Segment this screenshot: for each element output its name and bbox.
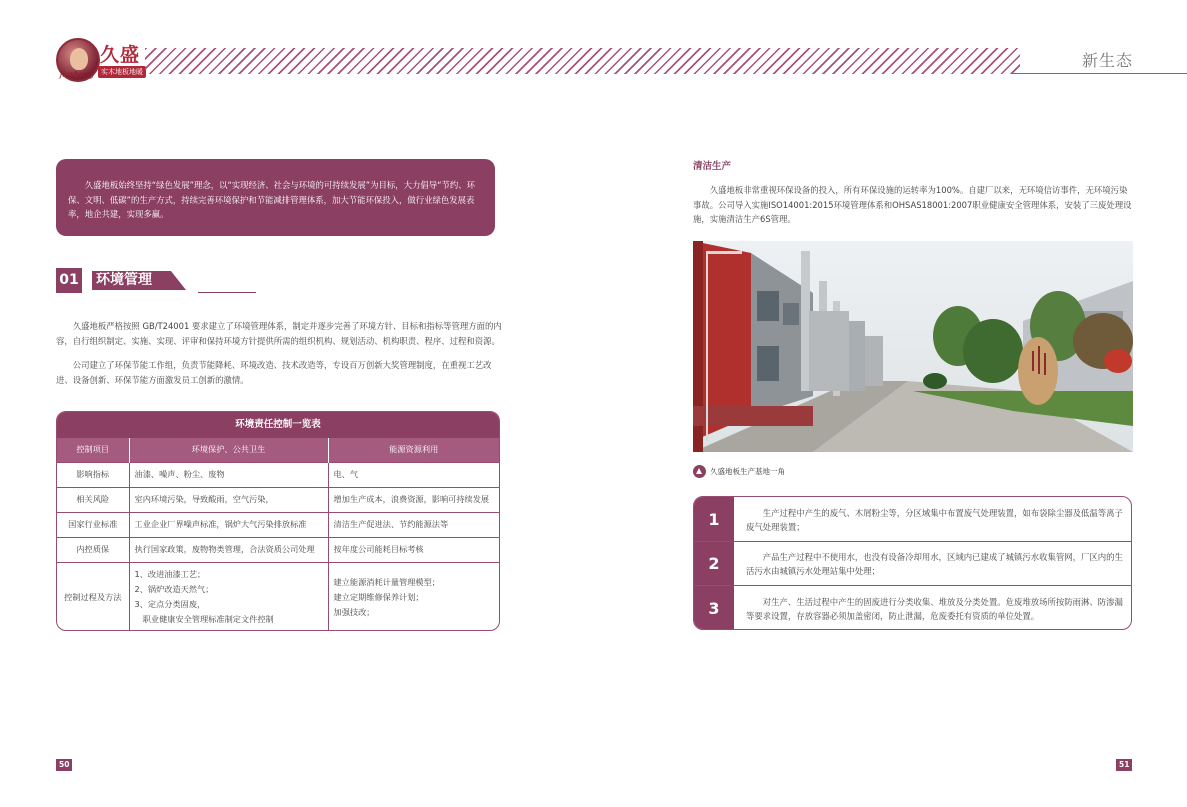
step-item <box>694 497 1132 541</box>
row-energy: 增加生产成本，浪费资源，影响可持续发展 <box>328 487 499 512</box>
env-step: 3、定点分类固废， <box>134 599 206 610</box>
env-management-paragraph-1: 久盛地板严格按照 GB/T24001 要求建立了环境管理体系，制定并逐步完善了环境方针、目标和指标等管理方面的内容，自行组织制定、实施、实现、评审和保持环境方针提供所需的组织机构、规划活动、机构职责、程序、过程和资源。 <box>56 321 502 346</box>
brand-name: 久盛 <box>100 44 141 66</box>
step-number: 3 <box>694 586 734 630</box>
row-item: 控制过程及方法 <box>57 562 129 631</box>
table-title: 环境责任控制一览表 <box>57 412 499 438</box>
row-energy: 清洁生产促进法、节约能源法等 <box>328 512 499 537</box>
clean-production-title: 清洁生产 <box>693 161 732 172</box>
brand-script: Jiusheng <box>60 70 94 79</box>
row-item: 影响指标 <box>57 462 129 487</box>
header-control-item: 控制项目 <box>57 438 129 462</box>
env-step: 2、锅炉改造天然气； <box>134 584 214 595</box>
row-energy: 电、气 <box>328 462 499 487</box>
step-number: 2 <box>694 542 734 585</box>
step-item <box>694 585 1132 630</box>
table-row <box>57 562 499 631</box>
section-underline <box>198 292 256 293</box>
row-item: 相关风险 <box>57 487 129 512</box>
table-row <box>57 537 499 562</box>
env-step: 职业健康安全管理标准制定文件控制 <box>134 614 274 625</box>
header-divider <box>1012 73 1187 74</box>
table-row <box>57 512 499 537</box>
section-number: 01 <box>56 268 82 293</box>
env-management-paragraph-2: 公司建立了环保节能工作组，负责节能降耗、环境改造、技术改造等，专设百万创新大奖管理制度，在重视工艺改进、设备创新、环保节能方面激发员工创新的激情。 <box>56 360 492 385</box>
section-name: 新生态 <box>1082 51 1134 70</box>
row-env: 油漆、噪声、粉尘、废物 <box>129 462 328 487</box>
clean-production-paragraph: 久盛地板非常重视环保设备的投入，所有环保设施的运转率为100%。自建厂以来，无环境信访事件，无环境污染事故。公司导入实施ISO14001:2015环境管理体系和OHSAS18001:2007职业健康安全管理体系，安装了三废处理设施，实施清洁生产6S管理。 <box>693 185 1132 224</box>
step-number: 1 <box>694 497 734 541</box>
section-heading <box>56 268 201 293</box>
step-item <box>694 541 1132 585</box>
brand-subtitle: 实木地板地暖 <box>98 66 146 78</box>
caption-triangle-icon <box>693 465 706 478</box>
row-env: 执行国家政策，废物物类管理，合法资质公司处理 <box>129 537 328 562</box>
factory-photo <box>693 241 1133 452</box>
step-text: 对生产、生活过程中产生的固废进行分类收集、堆放及分类处置。危废堆放场所按防雨淋、防渗漏等要求设置，存放容器必须加盖密闭，防止泄漏，危废委托有资质的单位处置。 <box>746 597 1123 621</box>
table-header-row <box>57 438 499 462</box>
table-row <box>57 487 499 512</box>
intro-box: 久盛地板始终坚持“绿色发展”理念，以“实现经济、社会与环境的可持续发展”为目标，大力倡导“节约、环保、文明、低碳”的生产方式，持续完善环境保护和节能减排管理体系，加大节能环保投入，做行业绿色发展表率，地企共建，实现多赢。 <box>56 159 495 236</box>
step-text: 生产过程中产生的废气、木屑粉尘等，分区域集中布置废气处理装置，如布袋除尘器及低温等离子废气处理装置； <box>746 508 1123 532</box>
caption-text: 久盛地板生产基地一角 <box>710 467 785 476</box>
row-env-steps <box>129 562 328 631</box>
decorative-stripes <box>145 48 1020 74</box>
section-title: 环境管理 <box>96 272 152 288</box>
row-env: 工业企业厂界噪声标准，锅炉大气污染排放标准 <box>129 512 328 537</box>
table-row <box>57 462 499 487</box>
responsibility-table <box>56 411 500 631</box>
page-number-right: 51 <box>1116 759 1132 771</box>
energy-step: 建立定期维修保养计划； <box>333 591 424 602</box>
row-energy-steps <box>328 562 499 631</box>
energy-step: 建立能源消耗计量管理模型； <box>333 576 440 587</box>
energy-step: 加强技改； <box>333 606 375 617</box>
env-step: 1、改进油漆工艺； <box>134 569 206 580</box>
brand-logo <box>56 38 144 84</box>
row-env: 室内环境污染，导致酸雨，空气污染， <box>129 487 328 512</box>
step-text: 产品生产过程中不使用水，也没有设备冷却用水，区域内已建成了城镇污水收集管网，厂区内的生活污水由城镇污水处理站集中处理； <box>746 552 1123 576</box>
row-energy: 按年度公司能耗目标考核 <box>328 537 499 562</box>
process-steps-box <box>693 496 1132 630</box>
page-header <box>0 0 1187 90</box>
header-energy: 能源资源利用 <box>328 438 499 462</box>
header-environment: 环境保护、公共卫生 <box>129 438 328 462</box>
row-item: 内控质保 <box>57 537 129 562</box>
page-number-left: 50 <box>56 759 72 771</box>
row-item: 国家行业标准 <box>57 512 129 537</box>
